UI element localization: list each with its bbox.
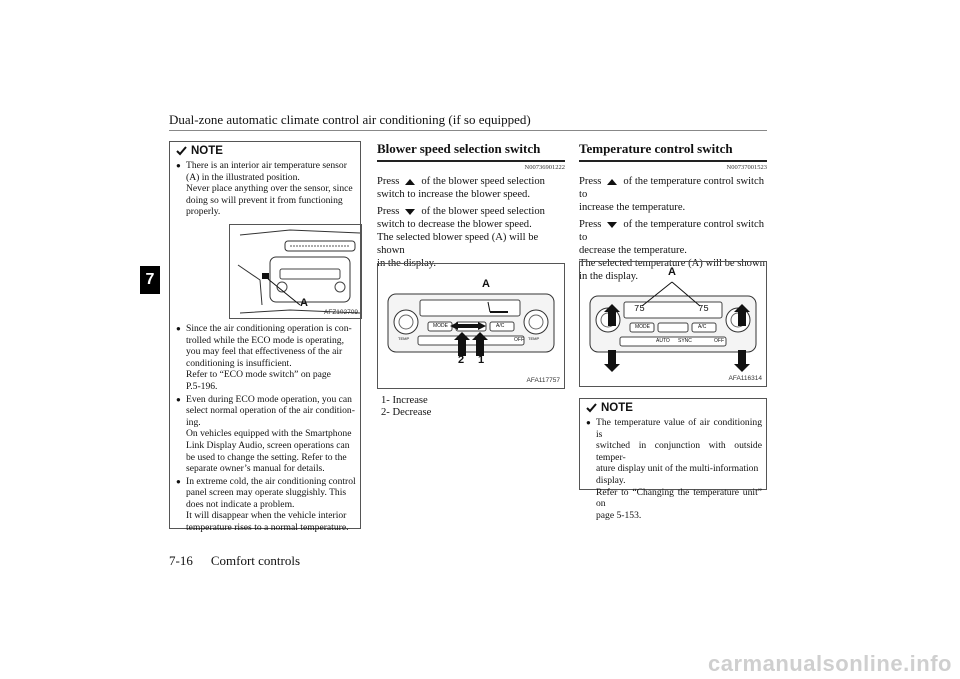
blower-legend-list xyxy=(381,395,431,419)
text-line: be used to change the setting. Refer to the xyxy=(186,451,347,463)
blower-body xyxy=(377,175,565,270)
text-span: of the blower speed selection xyxy=(421,176,545,187)
text-line: ● Since the air conditioning operation is con- xyxy=(186,322,352,334)
up-arrow-icon xyxy=(607,179,617,185)
blower-label-a: A xyxy=(482,278,490,290)
figure-id: AFZ102709 xyxy=(324,308,358,316)
text-line: ● The temperature value of air conditioning is xyxy=(596,417,762,440)
text-line: switched in conjunction with outside temper- xyxy=(596,440,762,463)
blower-figure xyxy=(377,263,565,389)
text-span: switch to increase the blower speed. xyxy=(377,189,530,200)
page-header-title: Dual-zone automatic climate control air conditioning (if so equipped) xyxy=(169,112,531,127)
left-note-box xyxy=(169,141,361,534)
blower-label-2: 2 xyxy=(458,354,465,366)
text-line: ing. xyxy=(186,416,201,428)
text-span: The selected temperature (A) will be shown xyxy=(579,258,765,269)
temperature-title: Temperature control switch xyxy=(579,141,733,156)
title-rule xyxy=(377,160,565,162)
note-check-icon xyxy=(586,402,598,414)
legend-item-increase: 1- Increase xyxy=(381,395,428,406)
note-bullet-temperature-unit xyxy=(586,417,762,521)
text-span: increase the temperature. xyxy=(579,202,686,213)
text-span: Press xyxy=(579,176,602,187)
text-line: does not indicate a problem. xyxy=(186,498,295,510)
figure-id: AFA116314 xyxy=(728,375,762,382)
text-line: Refer to “Changing the temperature unit” on xyxy=(596,486,762,510)
section-code: N00737001523 xyxy=(726,164,767,171)
page-footer xyxy=(169,553,300,569)
text-line: doing so will prevent it from functioning xyxy=(186,194,343,206)
text-span: of the blower speed selection xyxy=(421,206,545,217)
note-label: NOTE xyxy=(601,402,633,414)
sensor-label-a: A xyxy=(300,296,308,309)
text-line: On vehicles equipped with the Smartphone xyxy=(186,428,352,440)
text-line: (A) in the illustrated position. xyxy=(186,171,300,183)
note-heading xyxy=(176,145,356,157)
down-arrow-icon xyxy=(405,209,415,215)
temp-label-a: A xyxy=(668,266,676,278)
section-code: N00736901222 xyxy=(524,164,565,171)
chapter-tab: 7 xyxy=(140,266,160,294)
text-span: Press xyxy=(377,176,400,187)
blower-panel-illustration xyxy=(378,264,564,388)
text-line: temperature rises to a normal temperature. xyxy=(186,522,349,534)
header-rule xyxy=(169,130,767,131)
text-line: conditioning is insufficient. xyxy=(186,357,292,369)
text-line: properly. xyxy=(186,206,221,218)
text-line: It will disappear when the vehicle interior xyxy=(186,510,347,522)
footer-section-name: Comfort controls xyxy=(210,553,301,568)
text-line: P.5-196. xyxy=(186,380,218,392)
text-line: trolled while the ECO mode is operating, xyxy=(186,334,344,346)
text-span: Press xyxy=(579,219,602,230)
panel-label-mode: MODE xyxy=(433,323,448,329)
text-line: Link Display Audio, screen operations can xyxy=(186,439,350,451)
panel-label-sync: SYNC xyxy=(678,338,692,344)
text-line: ● In extreme cold, the air conditioning control xyxy=(186,475,356,487)
note-check-icon xyxy=(176,145,188,157)
sensor-figure-illustration xyxy=(230,225,362,319)
text-line: ● There is an interior air temperature sensor xyxy=(186,160,347,171)
text-span: in the display. xyxy=(377,258,437,269)
sensor-figure xyxy=(229,224,362,319)
temperature-note-box xyxy=(579,398,767,521)
text-line: ● Even during ECO mode operation, you can xyxy=(186,393,352,405)
watermark: carmanualsonline.info xyxy=(708,651,952,676)
text-span: decrease the temperature. xyxy=(579,245,687,256)
text-line: you may feel that effectiveness of the air xyxy=(186,346,343,358)
text-span: in the display. xyxy=(579,271,639,282)
down-arrow-icon xyxy=(607,222,617,228)
title-rule xyxy=(579,160,767,162)
note-heading xyxy=(586,402,762,414)
temperature-panel-illustration xyxy=(580,262,766,386)
temp-display-right: 75 xyxy=(698,304,709,314)
panel-label-ac: A/C xyxy=(496,323,505,329)
text-line: display. xyxy=(596,474,626,486)
blower-section xyxy=(377,141,565,270)
blower-increase-paragraph xyxy=(377,175,565,201)
text-span: Press xyxy=(377,206,400,217)
text-line: separate owner’s manual for details. xyxy=(186,463,325,475)
text-line: Never place anything over the sensor, since xyxy=(186,183,353,195)
legend-item-decrease: 2- Decrease xyxy=(381,407,432,418)
text-span: of the temperature control switch to xyxy=(579,219,764,243)
text-span: of the temperature control switch to xyxy=(579,176,764,200)
text-line: page 5-153. xyxy=(596,509,642,521)
panel-label-temp-right: TEMP xyxy=(528,336,540,341)
note-label: NOTE xyxy=(191,145,223,157)
note-bullet-cold xyxy=(176,476,356,534)
panel-label-auto: AUTO xyxy=(656,338,670,344)
note-bullet-eco-normal xyxy=(176,394,356,475)
note-bullet-sensor xyxy=(176,160,356,218)
panel-label-off: OFF xyxy=(714,338,724,344)
page-number: 7-16 xyxy=(169,553,193,568)
note-bullet-eco xyxy=(176,323,356,393)
up-arrow-icon xyxy=(405,179,415,185)
blower-decrease-paragraph xyxy=(377,205,565,270)
temp-increase-paragraph xyxy=(579,175,767,214)
blower-title: Blower speed selection switch xyxy=(377,141,541,156)
figure-id: AFA117757 xyxy=(526,377,560,384)
blower-label-1: 1 xyxy=(478,354,485,366)
text-span: switch to decrease the blower speed. xyxy=(377,219,532,230)
panel-label-off: OFF xyxy=(514,337,524,343)
text-line: ature display unit of the multi-information xyxy=(596,463,759,475)
text-line: select normal operation of the air condition- xyxy=(186,405,355,417)
temperature-figure xyxy=(579,261,767,387)
panel-label-ac: A/C xyxy=(698,324,707,330)
text-line: panel screen may operate sluggishly. This xyxy=(186,487,347,499)
temp-display-left: 75 xyxy=(634,304,645,314)
panel-label-temp-left: TEMP xyxy=(398,336,410,341)
panel-label-mode: MODE xyxy=(635,324,650,330)
text-line: Refer to “ECO mode switch” on page xyxy=(186,369,331,381)
text-span: The selected blower speed (A) will be shown xyxy=(377,232,539,256)
